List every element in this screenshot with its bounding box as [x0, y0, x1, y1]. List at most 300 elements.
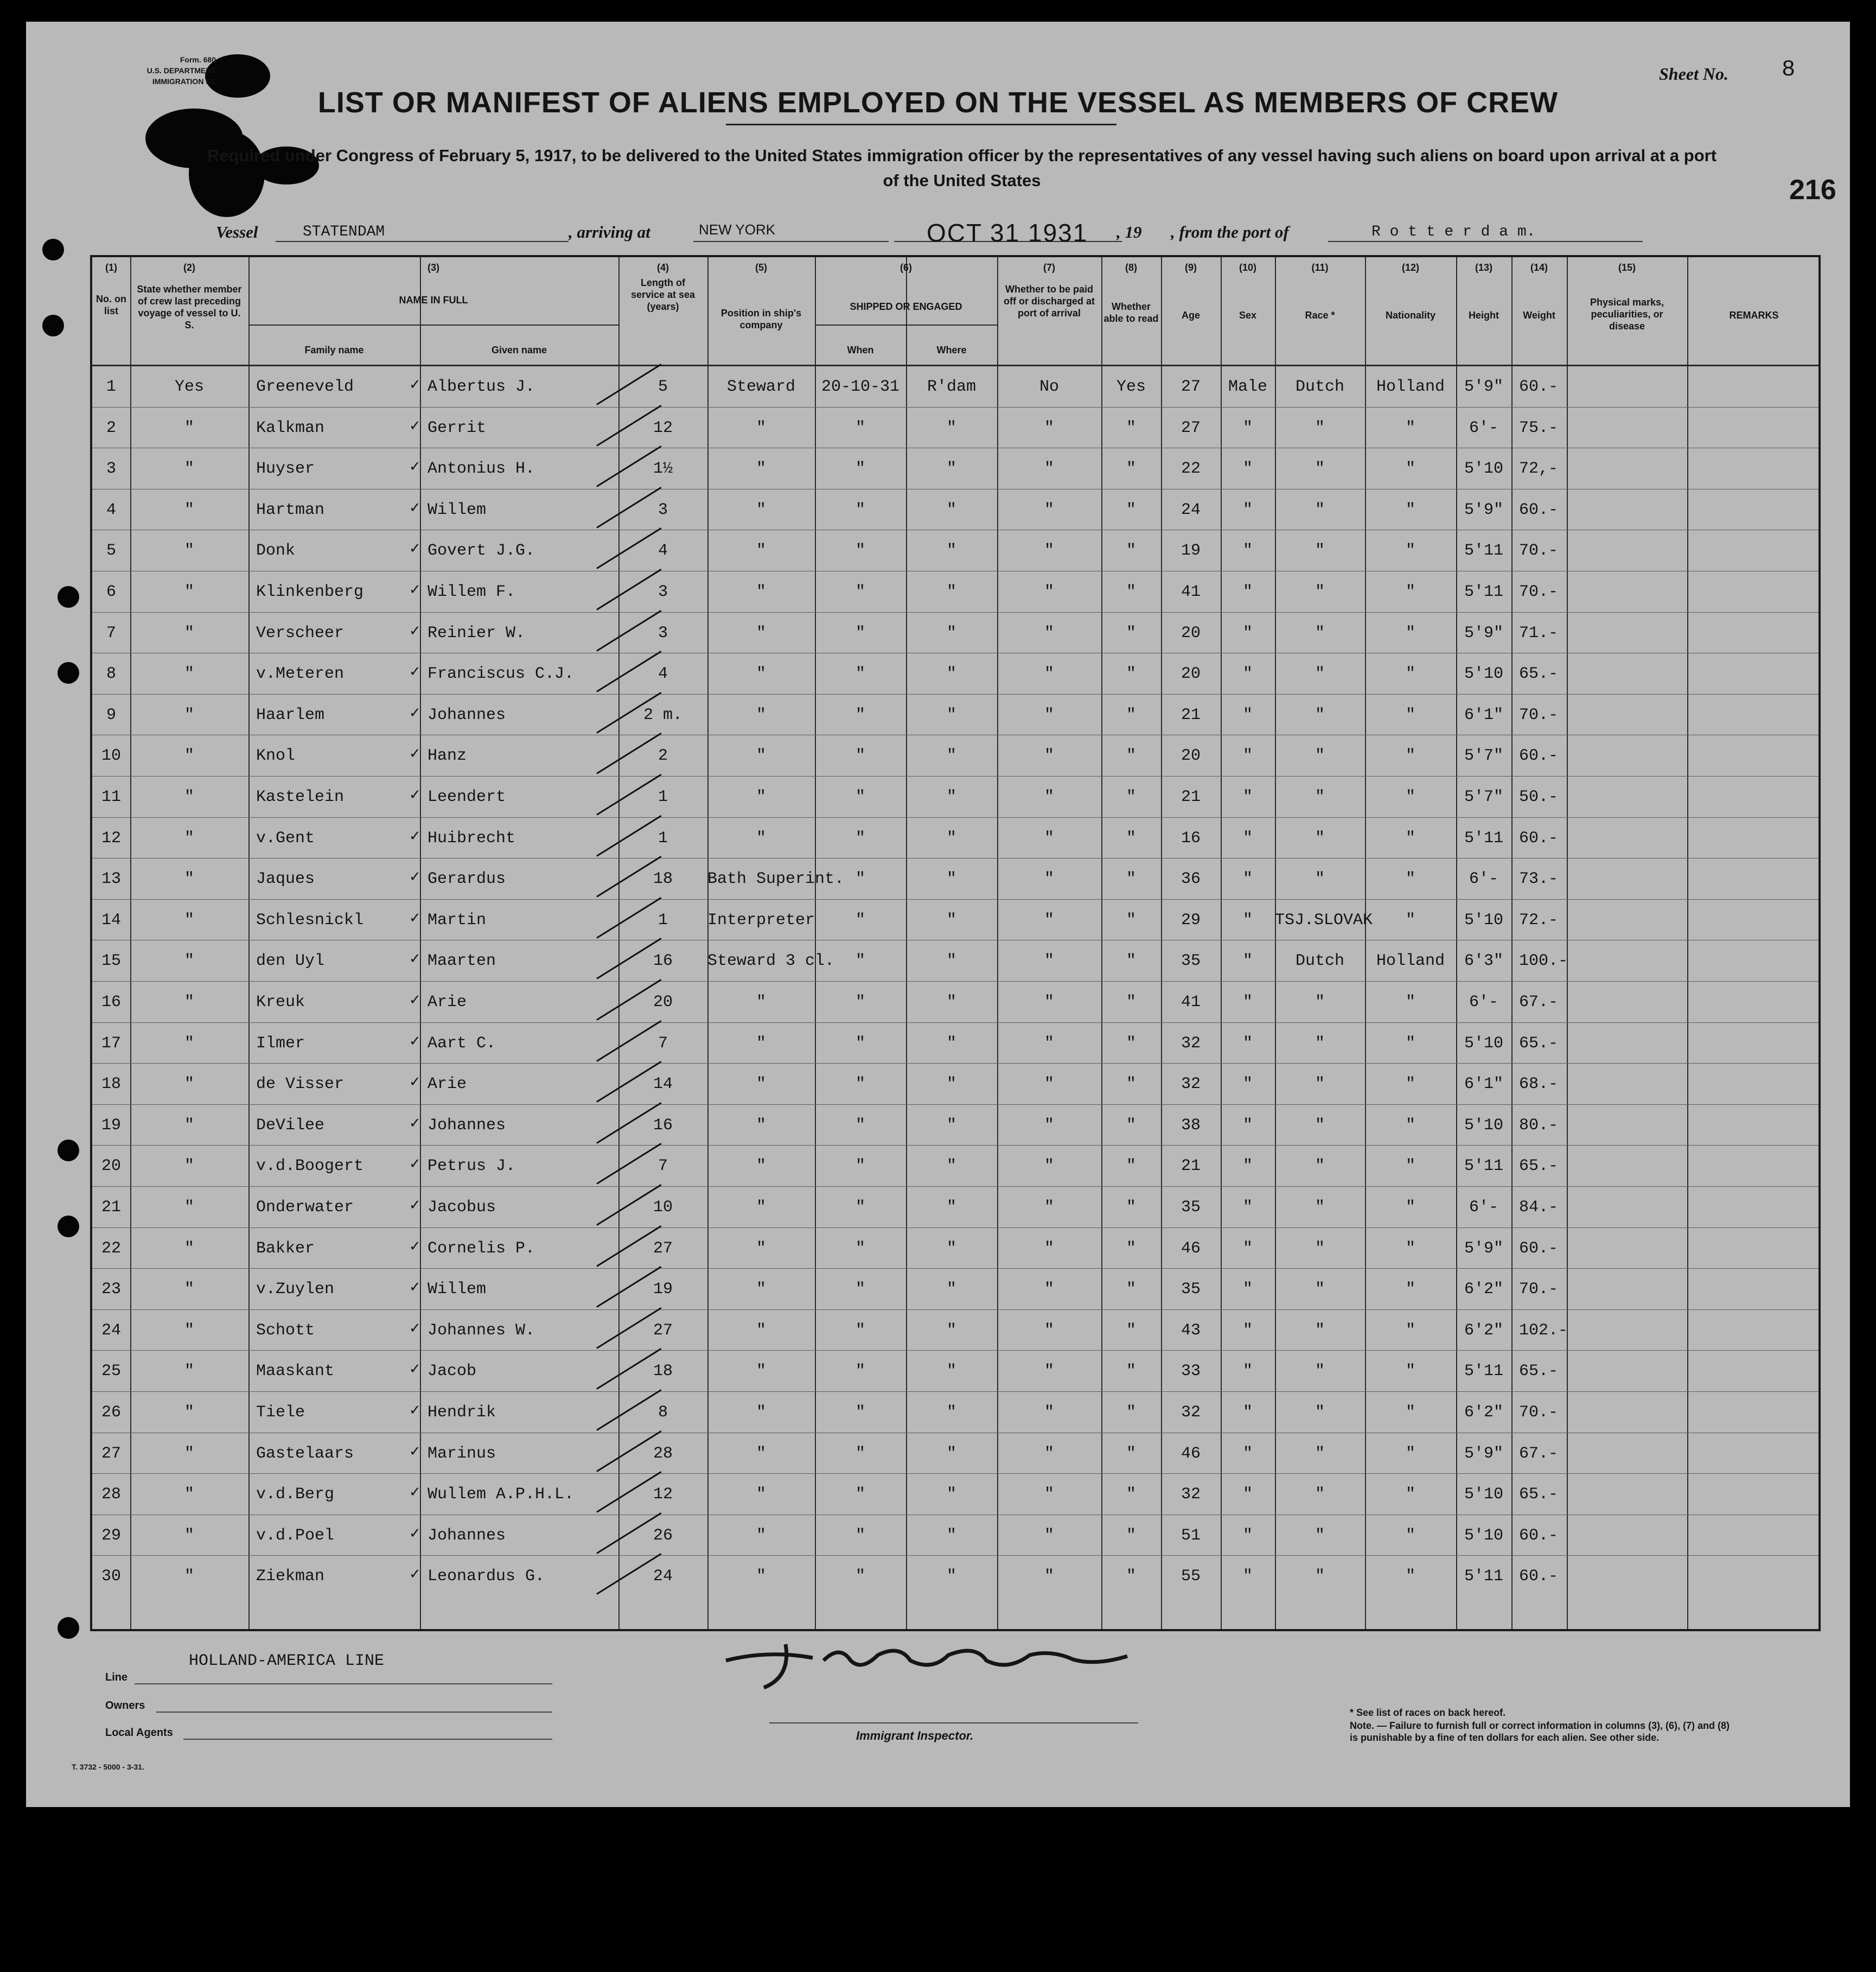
cell-where: " [946, 1526, 956, 1545]
cell-read: " [1126, 870, 1136, 889]
cell-where: " [946, 460, 956, 479]
cell-prev: " [184, 1444, 194, 1463]
cell-paid: " [1044, 1403, 1054, 1422]
cell-family: Ziekman [256, 1567, 325, 1586]
cell-where: " [946, 665, 956, 684]
cell-prev: " [184, 1075, 194, 1094]
cell-prev: " [184, 788, 194, 806]
cell-sex: " [1242, 747, 1253, 766]
cell-sex: " [1242, 542, 1253, 561]
form-service: IMMIGRATION SE [152, 77, 216, 86]
col-num-5: (5) [755, 262, 767, 273]
cell-where: R'dam [927, 378, 976, 396]
cell-service: 7 [658, 1034, 668, 1053]
cell-age: 43 [1181, 1321, 1201, 1340]
cell-height: 5'11 [1464, 1157, 1503, 1176]
col-num-7: (7) [1043, 262, 1055, 273]
cell-no: 30 [101, 1567, 121, 1586]
inspector-signature [704, 1628, 1192, 1693]
cell-position: Steward 3 cl. [707, 952, 835, 971]
cell-race: " [1315, 500, 1325, 519]
cell-height: 5'10 [1464, 665, 1503, 684]
cell-nat: Holland [1376, 378, 1445, 396]
cell-given: Johannes [427, 1116, 506, 1135]
cell-sex: " [1242, 583, 1253, 601]
cell-weight: 80.- [1519, 1116, 1559, 1135]
cell-family: Gastelaars [256, 1444, 354, 1463]
cell-position: " [756, 1485, 766, 1504]
col-height: Height [1469, 310, 1499, 321]
cell-position: " [756, 1116, 766, 1135]
col-num-8: (8) [1125, 262, 1137, 273]
cell-read: " [1126, 1526, 1136, 1545]
checkmark-icon: ✓ [409, 1443, 421, 1460]
cell-sex: " [1242, 1321, 1253, 1340]
cell-service: 18 [653, 870, 673, 889]
cell-age: 32 [1181, 1485, 1201, 1504]
cell-no: 25 [101, 1362, 121, 1381]
cell-age: 19 [1181, 542, 1201, 561]
form-identifier [86, 54, 216, 87]
form-department: U.S. DEPARTMENT [146, 66, 216, 75]
sheet-label: Sheet No. [1659, 64, 1728, 84]
cell-where: " [946, 1280, 956, 1299]
cell-given: Martin [427, 911, 487, 930]
cell-service: 5 [658, 378, 668, 396]
cell-read: " [1126, 624, 1136, 643]
checkmark-icon: ✓ [409, 499, 421, 516]
cell-given: Aart C. [427, 1034, 496, 1053]
cell-race: " [1315, 870, 1325, 889]
col-num-15: (15) [1618, 262, 1636, 273]
cell-family: Donk [256, 542, 296, 561]
cell-when: " [855, 665, 865, 684]
cell-position: " [756, 747, 766, 766]
cell-prev: " [184, 1403, 194, 1422]
cell-weight: 60.- [1519, 378, 1559, 396]
cell-read: " [1126, 1567, 1136, 1586]
checkmark-icon: ✓ [409, 417, 421, 434]
cell-prev: " [184, 1526, 194, 1545]
cell-family: Greeneveld [256, 378, 354, 396]
col-race: Race * [1305, 310, 1335, 321]
checkmark-icon: ✓ [409, 459, 421, 475]
cell-family: Kreuk [256, 993, 305, 1012]
cell-position: " [756, 1526, 766, 1545]
cell-position: " [756, 1362, 766, 1381]
cell-race: " [1315, 624, 1325, 643]
cell-position: Interpreter [707, 911, 815, 930]
col-weight: Weight [1523, 310, 1555, 321]
cell-family: v.d.Boogert [256, 1157, 364, 1176]
cell-given: Willem F. [427, 583, 516, 601]
cell-read: " [1126, 1485, 1136, 1504]
cell-where: " [946, 624, 956, 643]
cell-no: 7 [106, 624, 116, 643]
cell-read: " [1126, 1403, 1136, 1422]
checkmark-icon: ✓ [409, 1238, 421, 1255]
cell-when: 20-10-31 [821, 378, 900, 396]
cell-paid: " [1044, 1116, 1054, 1135]
cell-no: 8 [106, 665, 116, 684]
cell-when: " [855, 952, 865, 971]
cell-service: 7 [658, 1157, 668, 1176]
cell-no: 13 [101, 870, 121, 889]
cell-sex: " [1242, 460, 1253, 479]
cell-position: " [756, 1075, 766, 1094]
col-able-read: Whether able to read [1103, 301, 1159, 324]
cell-race: " [1315, 1362, 1325, 1381]
cell-service: 1 [658, 829, 668, 848]
cell-height: 5'9" [1464, 1444, 1503, 1463]
cell-race: " [1315, 993, 1325, 1012]
cell-height: 6'- [1469, 993, 1498, 1012]
cell-race: " [1315, 460, 1325, 479]
cell-read: " [1126, 418, 1136, 437]
checkmark-icon: ✓ [409, 1402, 421, 1418]
cell-no: 10 [101, 747, 121, 766]
col-num-2: (2) [183, 262, 195, 273]
penalty-note-2: is punishable by a fine of ten dollars for each alien. See other side. [1350, 1732, 1660, 1743]
col-num-10: (10) [1239, 262, 1256, 273]
cell-nat: " [1405, 665, 1415, 684]
cell-weight: 70.- [1519, 1280, 1559, 1299]
col-age: Age [1181, 310, 1200, 321]
cell-nat: " [1405, 1075, 1415, 1094]
cell-read: " [1126, 1034, 1136, 1053]
print-code: T. 3732 - 5000 - 3-31. [72, 1763, 144, 1771]
cell-where: " [946, 418, 956, 437]
checkmark-icon: ✓ [409, 869, 421, 886]
cell-age: 41 [1181, 993, 1201, 1012]
cell-race: " [1315, 1526, 1325, 1545]
cell-weight: 73.- [1519, 870, 1559, 889]
cell-weight: 60.- [1519, 1239, 1559, 1258]
cell-weight: 84.- [1519, 1198, 1559, 1217]
cell-nat: " [1405, 1485, 1415, 1504]
cell-given: Wullem A.P.H.L. [427, 1485, 575, 1504]
cell-service: 1 [658, 911, 668, 930]
cell-family: Klinkenberg [256, 583, 364, 601]
cell-paid: " [1044, 1034, 1054, 1053]
cell-service: 10 [653, 1198, 673, 1217]
cell-weight: 102.- [1519, 1321, 1568, 1340]
cell-service: 1 [658, 788, 668, 806]
cell-when: " [855, 1239, 865, 1258]
cell-race: Dutch [1295, 952, 1344, 971]
cell-nat: " [1405, 829, 1415, 848]
cell-nat: " [1405, 1280, 1415, 1299]
col-num-3: (3) [427, 262, 439, 273]
cell-where: " [946, 1362, 956, 1381]
cell-age: 20 [1181, 665, 1201, 684]
checkmark-icon: ✓ [409, 787, 421, 803]
from-port: R o t t e r d a m. [1371, 224, 1536, 240]
col-num-4: (4) [657, 262, 669, 273]
cell-nat: " [1405, 1321, 1415, 1340]
cell-given: Johannes W. [427, 1321, 535, 1340]
cell-read: " [1126, 911, 1136, 930]
cell-height: 6'- [1469, 1198, 1498, 1217]
cell-no: 2 [106, 418, 116, 437]
cell-read: " [1126, 829, 1136, 848]
cell-prev: " [184, 1485, 194, 1504]
cell-when: " [855, 1116, 865, 1135]
cell-height: 5'11 [1464, 1362, 1503, 1381]
cell-nat: " [1405, 460, 1415, 479]
col-num-13: (13) [1475, 262, 1492, 273]
cell-height: 5'9" [1464, 624, 1503, 643]
cell-nat: " [1405, 1444, 1415, 1463]
cell-no: 14 [101, 911, 121, 930]
cell-race: " [1315, 705, 1325, 724]
cell-given: Leendert [427, 788, 506, 806]
cell-family: Kastelein [256, 788, 344, 806]
cell-race: TSJ.SLOVAK [1275, 911, 1373, 930]
cell-given: Gerardus [427, 870, 506, 889]
crew-table [90, 255, 1821, 1631]
cell-given: Jacob [427, 1362, 477, 1381]
cell-given: Willem [427, 500, 487, 519]
cell-where: " [946, 1567, 956, 1586]
checkmark-icon: ✓ [409, 704, 421, 721]
cell-given: Petrus J. [427, 1157, 516, 1176]
cell-where: " [946, 870, 956, 889]
cell-nat: " [1405, 542, 1415, 561]
cell-paid: " [1044, 500, 1054, 519]
cell-nat: " [1405, 624, 1415, 643]
cell-given: Johannes [427, 705, 506, 724]
title-underline [726, 124, 1116, 125]
cell-height: 5'10 [1464, 1034, 1503, 1053]
required-notice [107, 143, 1816, 193]
manifest-sheet [26, 22, 1850, 1807]
cell-service: 27 [653, 1239, 673, 1258]
cell-service: 16 [653, 1116, 673, 1135]
checkmark-icon: ✓ [409, 1197, 421, 1213]
cell-height: 5'10 [1464, 1116, 1503, 1135]
cell-service: 4 [658, 665, 668, 684]
cell-age: 51 [1181, 1526, 1201, 1545]
cell-weight: 75.- [1519, 418, 1559, 437]
arrival-port: NEW YORK [699, 221, 776, 238]
cell-service: 24 [653, 1567, 673, 1586]
cell-paid: " [1044, 1239, 1054, 1258]
cell-family: Jaques [256, 870, 315, 889]
cell-when: " [855, 1034, 865, 1053]
cell-prev: " [184, 418, 194, 437]
cell-race: " [1315, 665, 1325, 684]
cell-sex: " [1242, 1239, 1253, 1258]
cell-age: 27 [1181, 418, 1201, 437]
cell-read: " [1126, 993, 1136, 1012]
cell-when: " [855, 1526, 865, 1545]
cell-sex: " [1242, 1116, 1253, 1135]
cell-family: v.Gent [256, 829, 315, 848]
vessel-name: STATENDAM [303, 224, 385, 240]
cell-race: " [1315, 829, 1325, 848]
cell-height: 6'- [1469, 870, 1498, 889]
cell-family: Maaskant [256, 1362, 335, 1381]
cell-nat: " [1405, 500, 1415, 519]
cell-weight: 72.- [1519, 911, 1559, 930]
cell-weight: 71.- [1519, 624, 1559, 643]
cell-family: Knol [256, 747, 296, 766]
cell-age: 35 [1181, 1198, 1201, 1217]
cell-age: 35 [1181, 952, 1201, 971]
cell-where: " [946, 1198, 956, 1217]
cell-paid: " [1044, 542, 1054, 561]
cell-paid: No [1039, 378, 1059, 396]
arriving-label: , arriving at [569, 222, 650, 241]
cell-family: Verscheer [256, 624, 344, 643]
inspector-line [769, 1722, 1138, 1723]
cell-read: " [1126, 1198, 1136, 1217]
vessel-label: Vessel [216, 222, 258, 241]
cell-position: " [756, 1157, 766, 1176]
cell-no: 4 [106, 500, 116, 519]
cell-prev: Yes [174, 378, 204, 396]
cell-height: 5'11 [1464, 583, 1503, 601]
cell-paid: " [1044, 1280, 1054, 1299]
checkmark-icon: ✓ [409, 828, 421, 844]
cell-where: " [946, 500, 956, 519]
cell-sex: " [1242, 911, 1253, 930]
cell-prev: " [184, 952, 194, 971]
cell-read: " [1126, 500, 1136, 519]
cell-nat: " [1405, 1239, 1415, 1258]
cell-age: 55 [1181, 1567, 1201, 1586]
cell-height: 5'11 [1464, 542, 1503, 561]
races-note: * See list of races on back hereof. [1350, 1707, 1506, 1718]
col-num-14: (14) [1530, 262, 1548, 273]
checkmark-icon: ✓ [409, 377, 421, 393]
cell-height: 6'3" [1464, 952, 1503, 971]
col-num-6: (6) [900, 262, 912, 273]
cell-age: 46 [1181, 1444, 1201, 1463]
cell-age: 41 [1181, 583, 1201, 601]
cell-service: 8 [658, 1403, 668, 1422]
cell-when: " [855, 542, 865, 561]
cell-when: " [855, 829, 865, 848]
cell-paid: " [1044, 747, 1054, 766]
cell-age: 24 [1181, 500, 1201, 519]
cell-when: " [855, 1485, 865, 1504]
required-line-2: of the United States [883, 171, 1041, 190]
cell-family: v.d.Poel [256, 1526, 335, 1545]
cell-nat: " [1405, 911, 1415, 930]
cell-prev: " [184, 747, 194, 766]
cell-sex: " [1242, 705, 1253, 724]
cell-paid: " [1044, 624, 1054, 643]
cell-age: 29 [1181, 911, 1201, 930]
cell-paid: " [1044, 583, 1054, 601]
checkmark-icon: ✓ [409, 951, 421, 968]
cell-prev: " [184, 1321, 194, 1340]
cell-sex: " [1242, 1075, 1253, 1094]
cell-sex: " [1242, 1526, 1253, 1545]
cell-race: " [1315, 1157, 1325, 1176]
cell-weight: 67.- [1519, 993, 1559, 1012]
cell-read: " [1126, 952, 1136, 971]
cell-prev: " [184, 460, 194, 479]
cell-given: Franciscus C.J. [427, 665, 575, 684]
cell-race: Dutch [1295, 378, 1344, 396]
cell-age: 21 [1181, 788, 1201, 806]
cell-race: " [1315, 1485, 1325, 1504]
cell-no: 15 [101, 952, 121, 971]
cell-read: " [1126, 665, 1136, 684]
cell-paid: " [1044, 705, 1054, 724]
checkmark-icon: ✓ [409, 1525, 421, 1542]
col-when: When [847, 345, 874, 355]
cell-when: " [855, 460, 865, 479]
cell-nat: " [1405, 1198, 1415, 1217]
cell-paid: " [1044, 1526, 1054, 1545]
cell-read: " [1126, 747, 1136, 766]
cell-service: 26 [653, 1526, 673, 1545]
cell-sex: " [1242, 665, 1253, 684]
cell-service: 19 [653, 1280, 673, 1299]
cell-family: v.d.Berg [256, 1485, 335, 1504]
cell-height: 5'9" [1464, 378, 1503, 396]
cell-given: Willem [427, 1280, 487, 1299]
cell-given: Govert J.G. [427, 542, 535, 561]
cell-sex: " [1242, 1485, 1253, 1504]
cell-read: " [1126, 1280, 1136, 1299]
cell-when: " [855, 1321, 865, 1340]
cell-read: " [1126, 1321, 1136, 1340]
cell-read: " [1126, 788, 1136, 806]
cell-position: " [756, 500, 766, 519]
cell-position: " [756, 665, 766, 684]
cell-prev: " [184, 1362, 194, 1381]
cell-given: Hendrik [427, 1403, 496, 1422]
col-position: Position in ship's company [720, 308, 802, 330]
cell-race: " [1315, 1444, 1325, 1463]
col-paid-off: Whether to be paid off or discharged at port of arrival [1003, 284, 1095, 319]
cell-age: 20 [1181, 624, 1201, 643]
checkmark-icon: ✓ [409, 540, 421, 557]
cell-height: 5'11 [1464, 829, 1503, 848]
cell-weight: 60.- [1519, 1526, 1559, 1545]
cell-age: 21 [1181, 705, 1201, 724]
cell-given: Maarten [427, 952, 496, 971]
cell-where: " [946, 1157, 956, 1176]
cell-given: Leonardus G. [427, 1567, 545, 1586]
col-physical: Physical marks, peculiarities, or disease [1590, 297, 1664, 332]
cell-no: 11 [101, 788, 121, 806]
cell-where: " [946, 829, 956, 848]
cell-no: 6 [106, 583, 116, 601]
cell-no: 18 [101, 1075, 121, 1094]
form-number: Form. 680 [180, 55, 216, 64]
cell-position: " [756, 418, 766, 437]
checkmark-icon: ✓ [409, 1320, 421, 1337]
cell-height: 5'10 [1464, 1485, 1503, 1504]
checkmark-icon: ✓ [409, 582, 421, 598]
cell-where: " [946, 1075, 956, 1094]
checkmark-icon: ✓ [409, 909, 421, 926]
cell-height: 6'1" [1464, 705, 1503, 724]
cell-no: 5 [106, 542, 116, 561]
cell-no: 9 [106, 705, 116, 724]
cell-position: " [756, 1034, 766, 1053]
cell-where: " [946, 1444, 956, 1463]
cell-age: 16 [1181, 829, 1201, 848]
line-label: Line [105, 1671, 128, 1683]
cell-paid: " [1044, 1075, 1054, 1094]
